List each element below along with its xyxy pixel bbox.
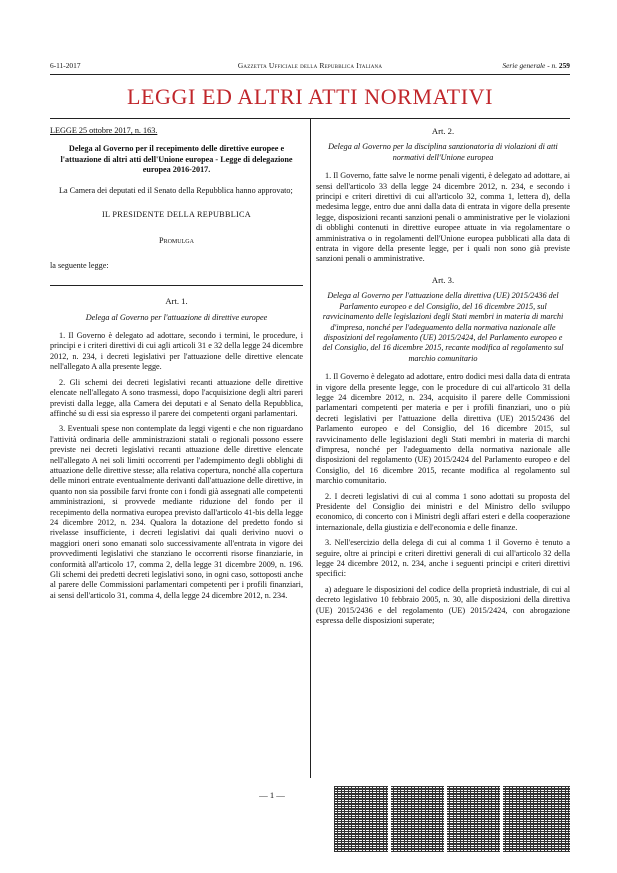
promulga-text: Promulga	[159, 236, 194, 246]
art2-paragraph-1: 1. Il Governo, fatte salve le norme penali vigenti, è delegato ad adottare, ai sensi dell'articolo 33 della legge 24 dicembre 2012, n. 234, e secondo i principi e criteri direttivi di cui all'articolo 32, comma 1, lettera d), della medesima legge, entro due anni dalla data di entrata in vigore della presente legge, disposizioni recanti sanzioni penali o amministrative per le violazioni di obblighi contenuti in direttive europee attuate in via regolamentare o amministrativa o in regolamenti dell'Unione europea pubblicati alla data di entrata in vigore della presente legge, per i quali non sono già previste sanzioni penali o amministrative.	[316, 171, 570, 264]
serie-number: 259	[558, 61, 570, 70]
art2-rubric: Delega al Governo per la disciplina sanzionatoria di violazioni di atti normativi dell'Unione europea	[328, 142, 558, 162]
column-divider	[310, 118, 311, 778]
president-heading: IL PRESIDENTE DELLA REPUBBLICA	[101, 210, 252, 220]
art3-item-a: a) adeguare le disposizioni del codice della proprietà industriale, di cui al decreto legislativo 10 febbraio 2005, n. 30, alle disposizioni della direttiva (UE) 2015/2436 e del regolamento (UE) 2015/2424, con abrogazione espressa delle disposizioni superate;	[316, 584, 570, 626]
serie-label: Serie generale - n.	[502, 61, 558, 70]
barcode-graphic	[334, 786, 570, 852]
issue-date: 6-11-2017	[50, 61, 81, 70]
art3-paragraph-2: 2. I decreti legislativi di cui al comma 1 sono adottati su proposta del Presidente del Consiglio dei ministri e del Ministro dello sviluppo economico, di concerto con i Ministri degli affari esteri e della cooperazione internazionale, della giustizia e dell'economia e delle finanze.	[316, 491, 570, 532]
art3-paragraph-3: 3. Nell'esercizio della delega di cui al comma 1 il Governo è tenuto a seguire, oltre ai principi e criteri direttivi generali di cui all'articolo 32 della legge 24 dicembre 2012, n. 234, anche i seguenti principi e criteri direttivi specifici:	[316, 538, 570, 579]
art3-title: Art. 3.	[431, 274, 455, 285]
page-number: — 1 —	[259, 790, 285, 800]
header-rule	[50, 74, 570, 75]
art3-paragraph-1: 1. Il Governo è delegato ad adottare, entro dodici mesi dalla data di entrata in vigore della presente legge, con le procedure di cui all'articolo 31 della legge 24 dicembre 2012, n. 234, acquisito il parere delle Commissioni parlamentari competenti per materia e per i profili finanziari, uno o più decreti legislativi per l'attuazione della direttiva (UE) 2015/2436 del Parlamento europeo e del Consiglio, del 16 dicembre 2015, sul ravvicinamento delle legislazioni degli Stati membri in materia di marchi d'impresa, nonché per l'adeguamento della normativa nazionale alle disposizioni del regolamento (UE) 2015/2424 del Parlamento europeo e del Consiglio, del 16 dicembre 2015, recante modifica al regolamento sul marchio comunitario.	[316, 372, 570, 486]
art1-paragraph-1: 1. Il Governo è delegato ad adottare, secondo i termini, le procedure, i principi e i criteri direttivi di cui agli articoli 31 e 32 della legge 24 dicembre 2012, n. 234, i decreti legislativi per l'attuazione delle direttive elencate nell'allegato A alla presente legge.	[50, 331, 303, 372]
barcode-separator	[500, 786, 503, 852]
art1-rubric: Delega al Governo per l'attuazione di direttive europee	[85, 312, 268, 322]
publication-name: Gazzetta Ufficiale della Repubblica Italiana	[237, 61, 383, 70]
art1-title: Art. 1.	[165, 296, 188, 307]
law-heading: LEGGE 25 ottobre 2017, n. 163.	[50, 126, 158, 135]
right-column	[316, 126, 570, 631]
art2-title: Art. 2.	[431, 126, 455, 136]
serie-info	[502, 60, 570, 72]
left-column	[50, 126, 303, 606]
divider	[50, 285, 303, 286]
barcode-separator	[444, 786, 447, 852]
barcode-separator	[388, 786, 391, 852]
law-title: Delega al Governo per il recepimento delle direttive europee e l'attuazione di altri atti dell'Unione europea - Legge di delegazione europea 2016-2017.	[60, 144, 293, 175]
art1-paragraph-3: 3. Eventuali spese non contemplate da leggi vigenti e che non riguardano l'attività ordinaria delle amministrazioni statali o regionali possono essere previste nei decreti legislativi recanti attuazione delle direttive elencate nell'allegato A nei soli limiti occorrenti per l'adempimento degli obblighi di attuazione delle direttive stesse; alla relativa copertura, nonché alla copertura delle minori entrate eventualmente derivanti dall'attuazione delle direttive, in quanto non sia possibile farvi fronte con i fondi già assegnati alle competenti amministrazioni, si provvede mediante riduzione del fondo per il recepimento della normativa europea previsto dall'articolo 41-bis della legge 24 dicembre 2012, n. 234. Qualora la dotazione del predetto fondo si rivelasse insufficiente, i decreti legislativi dai quali derivino nuovi o maggiori oneri sono emanati solo successivamente all'entrata in vigore dei provvedimenti legislativi che stanziano le occorrenti risorse finanziarie, in conformità all'articolo 17, comma 2, della legge 31 dicembre 2009, n. 196. Gli schemi dei predetti decreti legislativi sono, in ogni caso, sottoposti anche al parere delle Commissioni parlamentari competenti per i profili finanziari, ai sensi dell'articolo 31, comma 4, della legge 24 dicembre 2012, n. 234.	[50, 424, 303, 600]
section-title: LEGGI ED ALTRI ATTI NORMATIVI	[126, 84, 494, 109]
art3-rubric: Delega al Governo per l'attuazione della direttiva (UE) 2015/2436 del Parlamento europeo e del Consiglio, del 16 dicembre 2015, sul ravvicinamento delle legislazioni degli Stati membri in materia di marchi d'impresa, nonché per l'adeguamento della normativa nazionale alle disposizioni del regolamento (UE) 2015/2424, del Parlamento europeo e del Consiglio, del 16 dicembre 2015, recante modifica al regolamento sul marchio comunitario	[322, 291, 564, 363]
page-header	[50, 60, 570, 74]
approval-text: La Camera dei deputati ed il Senato della Repubblica hanno approvato;	[59, 185, 293, 195]
seguente-text: la seguente legge:	[50, 260, 109, 270]
art1-paragraph-2: 2. Gli schemi dei decreti legislativi recanti attuazione delle direttive elencate nell'allegato A sono trasmessi, dopo l'acquisizione degli altri pareri previsti dalla legge, alla Camera dei deputati e al Senato della Repubblica, affinché su di essi sia espresso il parere dei competenti organi parlamentari.	[50, 377, 303, 418]
